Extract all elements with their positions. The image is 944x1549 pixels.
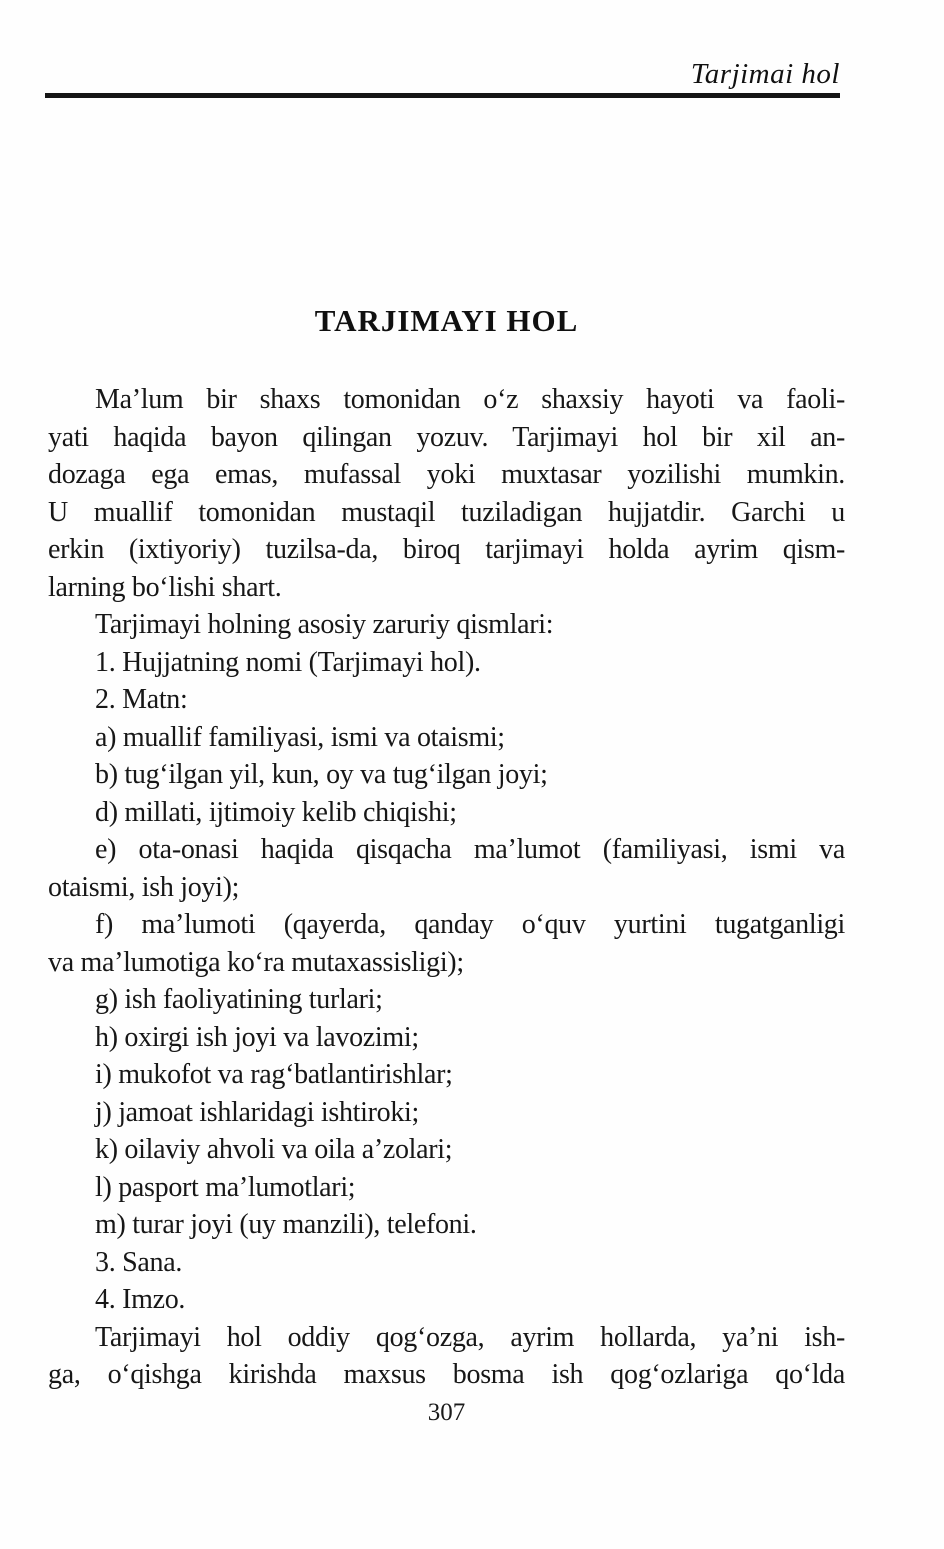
text-line: ga, oʻqishga kirishda maxsus bosma ish qogʻozlariga qoʻlda <box>48 1359 845 1390</box>
text-line: yati haqida bayon qilingan yozuv. Tarjimayi hol bir xil an- <box>48 421 845 453</box>
text-line: 3. Sana. <box>95 1246 183 1278</box>
text-line: d) millati, ijtimoiy kelib chiqishi; <box>95 796 457 828</box>
text-line: erkin (ixtiyoriy) tuzilsa-da, biroq tarjimayi holda ayrim qism- <box>48 534 845 565</box>
running-header: Tarjimai hol <box>690 58 840 90</box>
text-line: f) ma’lumoti (qayerda, qanday oʻquv yurtini tugatganligi <box>95 909 845 940</box>
text-line: i) mukofot va ragʻbatlantirishlar; <box>95 1059 453 1090</box>
document-title: TARJIMAYI HOL <box>314 303 579 338</box>
text-line: larning boʻlishi shart. <box>48 571 282 603</box>
text-line: 4. Imzo. <box>95 1284 186 1315</box>
text-line: 2. Matn: <box>95 684 188 715</box>
text-line: h) oxirgi ish joyi va lavozimi; <box>95 1021 419 1053</box>
text-line: b) tugʻilgan yil, kun, oy va tugʻilgan joyi; <box>95 759 548 790</box>
header-rule <box>45 93 840 98</box>
page-number: 307 <box>427 1399 466 1426</box>
text-line: m) turar joyi (uy manzili), telefoni. <box>95 1209 477 1240</box>
text-line: e) ota-onasi haqida qisqacha ma’lumot (familiyasi, ismi va <box>95 834 845 865</box>
text-line: dozaga ega emas, mufassal yoki muxtasar yozilishi mumkin. <box>48 459 845 490</box>
text-line: j) jamoat ishlaridagi ishtiroki; <box>95 1096 420 1128</box>
text-line: Tarjimayi hol oddiy qogʻozga, ayrim hollarda, ya’ni ish- <box>95 1321 845 1353</box>
text-line: Ma’lum bir shaxs tomonidan oʻz shaxsiy hayoti va faoli- <box>95 384 845 415</box>
text-line: l) pasport ma’lumotlari; <box>95 1171 356 1203</box>
text-line: U muallif tomonidan mustaqil tuziladigan hujjatdir. Garchi u <box>48 496 845 528</box>
text-line: Tarjimayi holning asosiy zaruriy qismlari: <box>95 609 554 640</box>
text-line: g) ish faoliyatining turlari; <box>95 984 383 1015</box>
text-line: va ma’lumotiga koʻra mutaxassisligi); <box>48 946 464 978</box>
body-text <box>48 381 845 1394</box>
text-line: a) muallif familiyasi, ismi va otaismi; <box>95 721 505 753</box>
text-line: otaismi, ish joyi); <box>48 871 240 903</box>
text-line: 1. Hujjatning nomi (Tarjimayi hol). <box>95 646 481 678</box>
text-line: k) oilaviy ahvoli va oila a’zolari; <box>95 1134 453 1165</box>
